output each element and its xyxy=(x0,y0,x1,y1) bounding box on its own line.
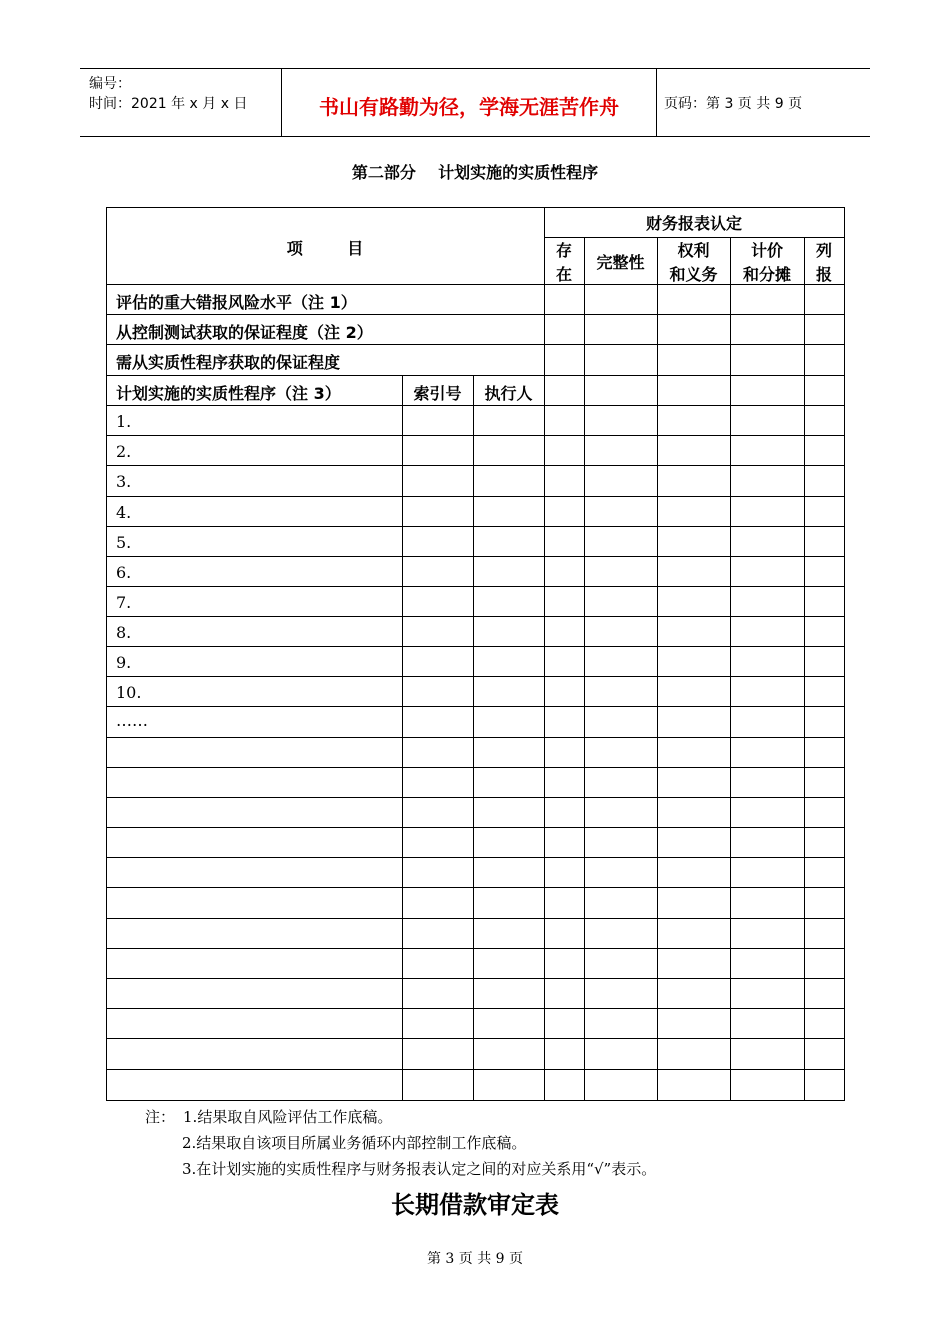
procedure-row-label: 9. xyxy=(116,653,132,672)
assertion-presentation-line1: 列 xyxy=(815,241,832,260)
table-grid-line xyxy=(106,797,845,798)
procedure-row-label: 4. xyxy=(116,503,132,522)
row-control-assurance: 从控制测试获取的保证程度（注 2） xyxy=(116,323,373,342)
table-grid-line xyxy=(544,207,545,1101)
table-grid-line xyxy=(106,1100,845,1101)
assertion-existence-line2: 在 xyxy=(555,265,572,284)
note-3: 3.在计划实施的实质性程序与财务报表认定之间的对应关系用“√”表示。 xyxy=(182,1160,657,1178)
procedure-row-label: 5. xyxy=(116,533,132,552)
page-header xyxy=(80,68,870,137)
executor-header: 执行人 xyxy=(484,384,533,403)
notes xyxy=(145,1104,656,1182)
note-2: 2.结果取自该项目所属业务循环内部控制工作底稿。 xyxy=(182,1134,527,1152)
header-page-label: 页码：第 3 页 共 9 页 xyxy=(664,96,803,112)
table-grid-line xyxy=(106,676,845,677)
page-footer: 第 3 页 共 9 页 xyxy=(426,1251,524,1267)
table-grid-line xyxy=(106,887,845,888)
table-grid-line xyxy=(657,237,658,1101)
table-grid-line xyxy=(106,857,845,858)
table-grid-line xyxy=(473,375,474,1101)
assertion-rights-line1: 权利 xyxy=(677,241,710,260)
table-grid-line xyxy=(106,1008,845,1009)
assertion-rights-line2: 和义务 xyxy=(669,265,718,284)
table-grid-line xyxy=(402,375,403,1101)
header-meta xyxy=(80,69,280,136)
table-grid-line xyxy=(106,496,845,497)
row-substantive-assurance: 需从实质性程序获取的保证程度 xyxy=(116,353,341,372)
table-grid-line xyxy=(544,237,844,238)
table-grid-line xyxy=(106,616,845,617)
note-1-text: 1.结果取自风险评估工作底稿。 xyxy=(183,1108,393,1126)
assertion-valuation-line2: 和分摊 xyxy=(742,265,791,284)
procedure-row-label: 3. xyxy=(116,472,132,491)
procedure-row-label: 1. xyxy=(116,412,132,431)
table-grid-line xyxy=(106,375,845,376)
table-grid-line xyxy=(106,706,845,707)
table-grid-line xyxy=(106,344,845,345)
table-grid-line xyxy=(106,767,845,768)
table-grid-line xyxy=(106,556,845,557)
table-grid-line xyxy=(106,1069,845,1070)
table-grid-line xyxy=(844,207,845,1101)
procedure-row-label: …… xyxy=(116,711,148,730)
doc-number-label: 编号： xyxy=(89,76,131,92)
table-grid-line xyxy=(106,1038,845,1039)
row-risk-level: 评估的重大错报风险水平（注 1） xyxy=(116,293,357,312)
table-grid-line xyxy=(106,978,845,979)
table-grid-line xyxy=(106,207,845,208)
fs-assertion-header: 财务报表认定 xyxy=(645,214,742,233)
table-grid-line xyxy=(106,918,845,919)
table-grid-line xyxy=(106,207,107,1101)
table-grid-line xyxy=(106,405,845,406)
table-grid-line xyxy=(106,948,845,949)
table-grid-line xyxy=(584,237,585,1101)
section-title: 第二部分 计划实施的实质性程序 xyxy=(351,163,599,182)
item-header: 项 目 xyxy=(286,239,364,258)
table-grid-line xyxy=(106,827,845,828)
header-motto: 书山有路勤为径，学海无涯苦作舟 xyxy=(319,95,619,119)
table-grid-line xyxy=(730,237,731,1101)
table-grid-line xyxy=(106,526,845,527)
notes-prefix: 注： xyxy=(145,1108,176,1126)
index-header: 索引号 xyxy=(413,384,462,403)
procedure-table xyxy=(106,207,844,1100)
table-grid-line xyxy=(106,586,845,587)
procedure-row-label: 6. xyxy=(116,563,132,582)
doc-date-label: 时间：2021 年 x 月 x 日 xyxy=(89,96,248,112)
table-grid-line xyxy=(106,646,845,647)
table-grid-line xyxy=(106,314,845,315)
assertion-completeness: 完整性 xyxy=(596,253,645,272)
assertion-existence-line1: 存 xyxy=(555,241,572,260)
header-motto-cell xyxy=(281,69,657,136)
table-grid-line xyxy=(106,737,845,738)
note-1 xyxy=(145,1104,656,1130)
procedure-row-label: 10. xyxy=(116,683,142,702)
table-grid-line xyxy=(106,435,845,436)
procedure-row-label: 7. xyxy=(116,593,132,612)
main-title: 长期借款审定表 xyxy=(391,1191,559,1219)
assertion-valuation-line1: 计价 xyxy=(750,241,783,260)
procedure-row-label: 2. xyxy=(116,442,132,461)
table-grid-line xyxy=(106,465,845,466)
procedure-header: 计划实施的实质性程序（注 3） xyxy=(116,384,341,403)
table-grid-line xyxy=(804,237,805,1101)
table-grid-line xyxy=(106,284,845,285)
procedure-row-label: 8. xyxy=(116,623,132,642)
assertion-presentation-line2: 报 xyxy=(815,265,832,284)
